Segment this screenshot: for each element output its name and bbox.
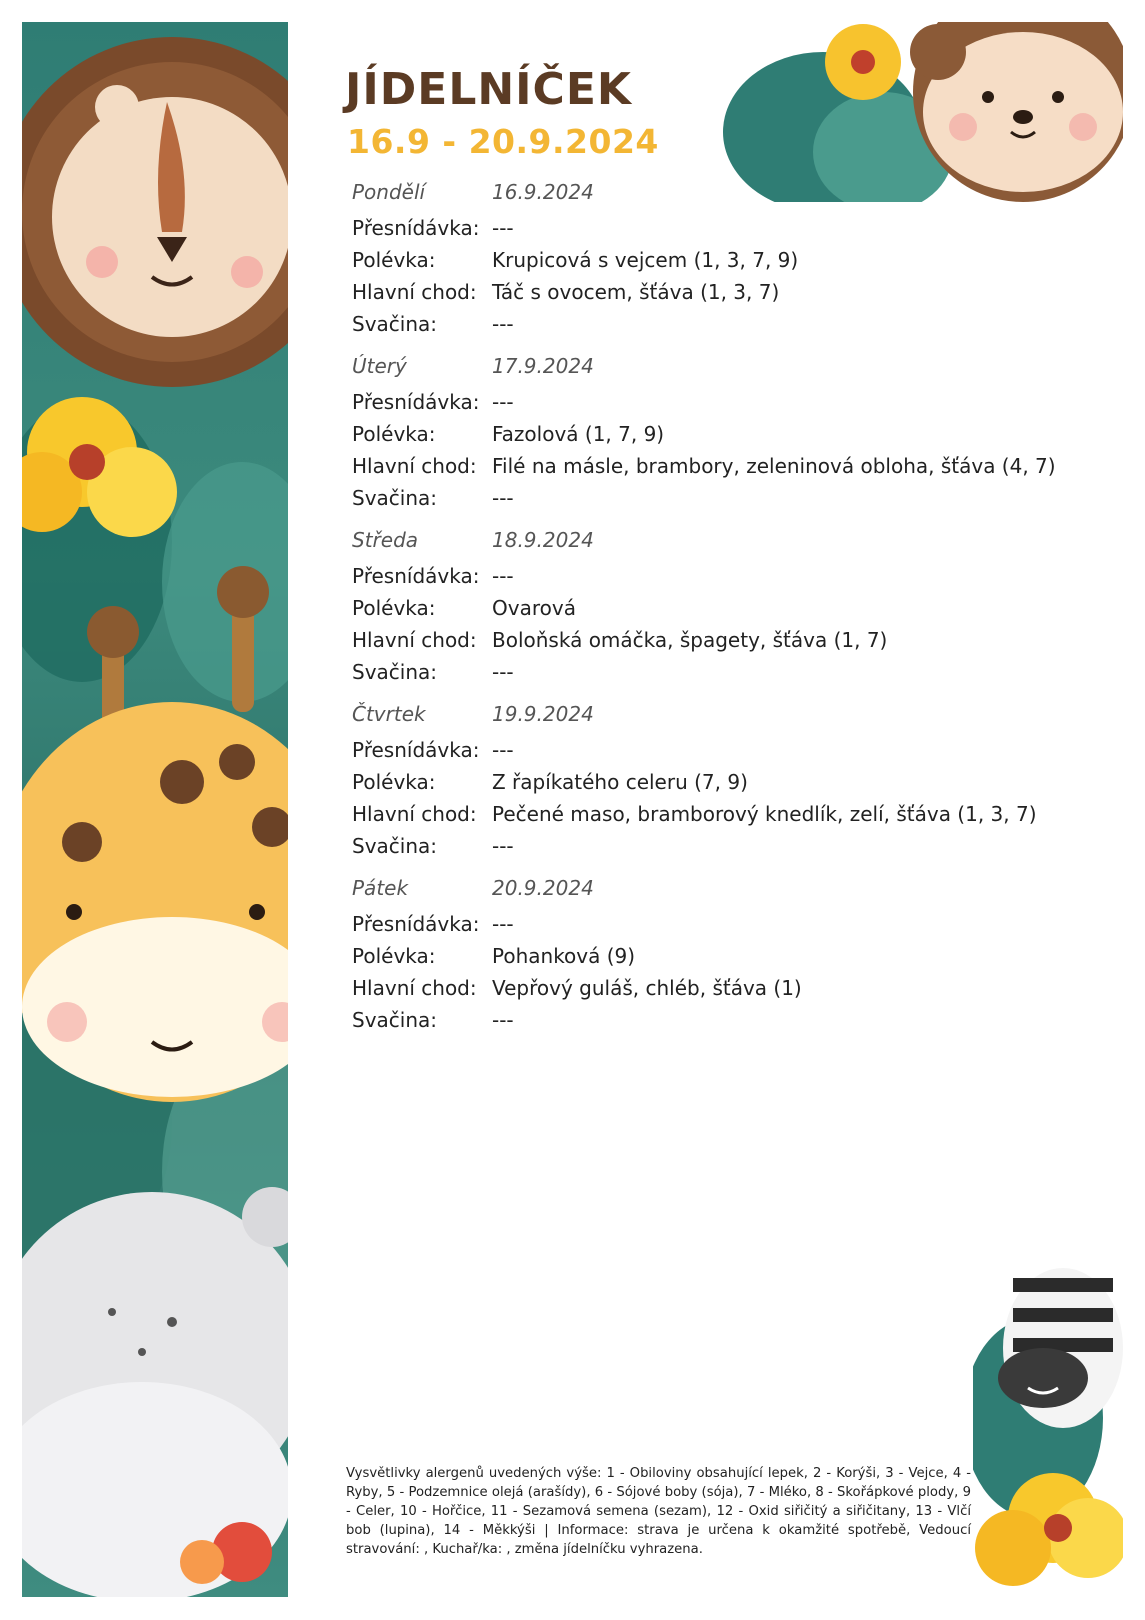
row-value: Filé na másle, brambory, zeleninová obloha, šťáva (4, 7)	[492, 454, 1056, 478]
menu-row-hlavni	[352, 802, 1062, 826]
row-label: Svačina:	[352, 834, 438, 858]
row-value: Pohanková (9)	[492, 944, 636, 968]
menu-row-hlavni	[352, 976, 1062, 1000]
day-date: 17.9.2024	[492, 354, 594, 378]
row-value: Vepřový guláš, chléb, šťáva (1)	[492, 976, 802, 1000]
menu-row-hlavni	[352, 454, 1062, 478]
row-label: Přesnídávka:	[352, 216, 480, 240]
row-label: Hlavní chod:	[352, 976, 477, 1000]
menu-row-polevka	[352, 248, 1062, 272]
day-header	[352, 176, 1062, 208]
bottom-right-decoration	[973, 1218, 1123, 1598]
row-value: ---	[492, 660, 514, 684]
date-range: 16.9 - 20.9.2024	[347, 122, 659, 161]
row-value: ---	[492, 312, 514, 336]
row-label: Přesnídávka:	[352, 738, 480, 762]
day-date: 20.9.2024	[492, 876, 594, 900]
menu-row-presnidavka	[352, 390, 1062, 414]
row-label: Polévka:	[352, 248, 436, 272]
day-header	[352, 350, 1062, 382]
row-label: Polévka:	[352, 944, 436, 968]
row-label: Přesnídávka:	[352, 390, 480, 414]
day-friday	[352, 872, 1062, 1032]
menu-row-svacina	[352, 486, 1062, 510]
allergen-legend: Vysvětlivky alergenů uvedených výše: 1 - Obiloviny obsahující lepek, 2 - Korýši, 3 - Vejce, 4 - Ryby, 5 - Podzemnice olejá (arašídy), 6 - Sójové boby (sója), 7 - Mléko, 8 - Skořápkové plody, 9 - Celer, 10 - Hořčice, 11 - Sezamová semena (sezam), 12 - Oxid siřičitý a siřičitany, 13 - Vlčí bob (lupina), 14 - Měkkýši | Informace: strava je určena k okamžité spotřebě, Vedoucí stravování: , Kuchař/ka: , změna jídelníčku vyhrazena.	[346, 1466, 971, 1557]
day-date: 16.9.2024	[492, 180, 594, 204]
menu-row-svacina	[352, 312, 1062, 336]
page-title: JÍDELNÍČEK	[345, 64, 632, 115]
row-label: Svačina:	[352, 486, 438, 510]
menu-row-polevka	[352, 596, 1062, 620]
row-value: ---	[492, 834, 514, 858]
row-value: ---	[492, 216, 514, 240]
row-value: Pečené maso, bramborový knedlík, zelí, šťáva (1, 3, 7)	[492, 802, 1037, 826]
row-value: ---	[492, 390, 514, 414]
day-name: Pondělí	[352, 180, 426, 204]
menu-row-hlavni	[352, 628, 1062, 652]
row-value: ---	[492, 1008, 514, 1032]
menu-row-presnidavka	[352, 564, 1062, 588]
weekly-menu	[352, 176, 1062, 1046]
day-name: Úterý	[352, 354, 407, 378]
row-value: Ovarová	[492, 596, 576, 620]
row-label: Hlavní chod:	[352, 280, 477, 304]
row-value: ---	[492, 486, 514, 510]
row-value: ---	[492, 912, 514, 936]
row-label: Polévka:	[352, 770, 436, 794]
menu-row-svacina	[352, 1008, 1062, 1032]
menu-row-presnidavka	[352, 912, 1062, 936]
animal-illustration	[22, 22, 288, 1597]
day-date: 19.9.2024	[492, 702, 594, 726]
row-label: Svačina:	[352, 312, 438, 336]
row-value: ---	[492, 738, 514, 762]
day-name: Čtvrtek	[352, 702, 426, 726]
row-label: Hlavní chod:	[352, 454, 477, 478]
row-value: Boloňská omáčka, špagety, šťáva (1, 7)	[492, 628, 888, 652]
row-label: Svačina:	[352, 1008, 438, 1032]
day-tuesday	[352, 350, 1062, 510]
row-value: Táč s ovocem, šťáva (1, 3, 7)	[492, 280, 780, 304]
row-value: Z řapíkatého celeru (7, 9)	[492, 770, 748, 794]
row-label: Polévka:	[352, 422, 436, 446]
row-label: Hlavní chod:	[352, 628, 477, 652]
day-thursday	[352, 698, 1062, 858]
menu-row-polevka	[352, 944, 1062, 968]
day-header	[352, 524, 1062, 556]
menu-row-svacina	[352, 660, 1062, 684]
day-name: Středa	[352, 528, 419, 552]
zebra-illustration	[973, 1218, 1123, 1598]
row-label: Svačina:	[352, 660, 438, 684]
day-header	[352, 872, 1062, 904]
row-label: Hlavní chod:	[352, 802, 477, 826]
menu-row-polevka	[352, 422, 1062, 446]
day-date: 18.9.2024	[492, 528, 594, 552]
day-header	[352, 698, 1062, 730]
decorative-animal-strip	[22, 22, 288, 1597]
top-right-decoration	[723, 22, 1123, 202]
day-name: Pátek	[352, 876, 409, 900]
row-label: Přesnídávka:	[352, 912, 480, 936]
row-value: Fazolová (1, 7, 9)	[492, 422, 665, 446]
row-label: Přesnídávka:	[352, 564, 480, 588]
day-wednesday	[352, 524, 1062, 684]
row-value: ---	[492, 564, 514, 588]
menu-row-polevka	[352, 770, 1062, 794]
menu-row-hlavni	[352, 280, 1062, 304]
menu-row-svacina	[352, 834, 1062, 858]
row-label: Polévka:	[352, 596, 436, 620]
bear-illustration	[723, 22, 1123, 202]
row-value: Krupicová s vejcem (1, 3, 7, 9)	[492, 248, 799, 272]
menu-row-presnidavka	[352, 738, 1062, 762]
menu-row-presnidavka	[352, 216, 1062, 240]
day-monday	[352, 176, 1062, 336]
